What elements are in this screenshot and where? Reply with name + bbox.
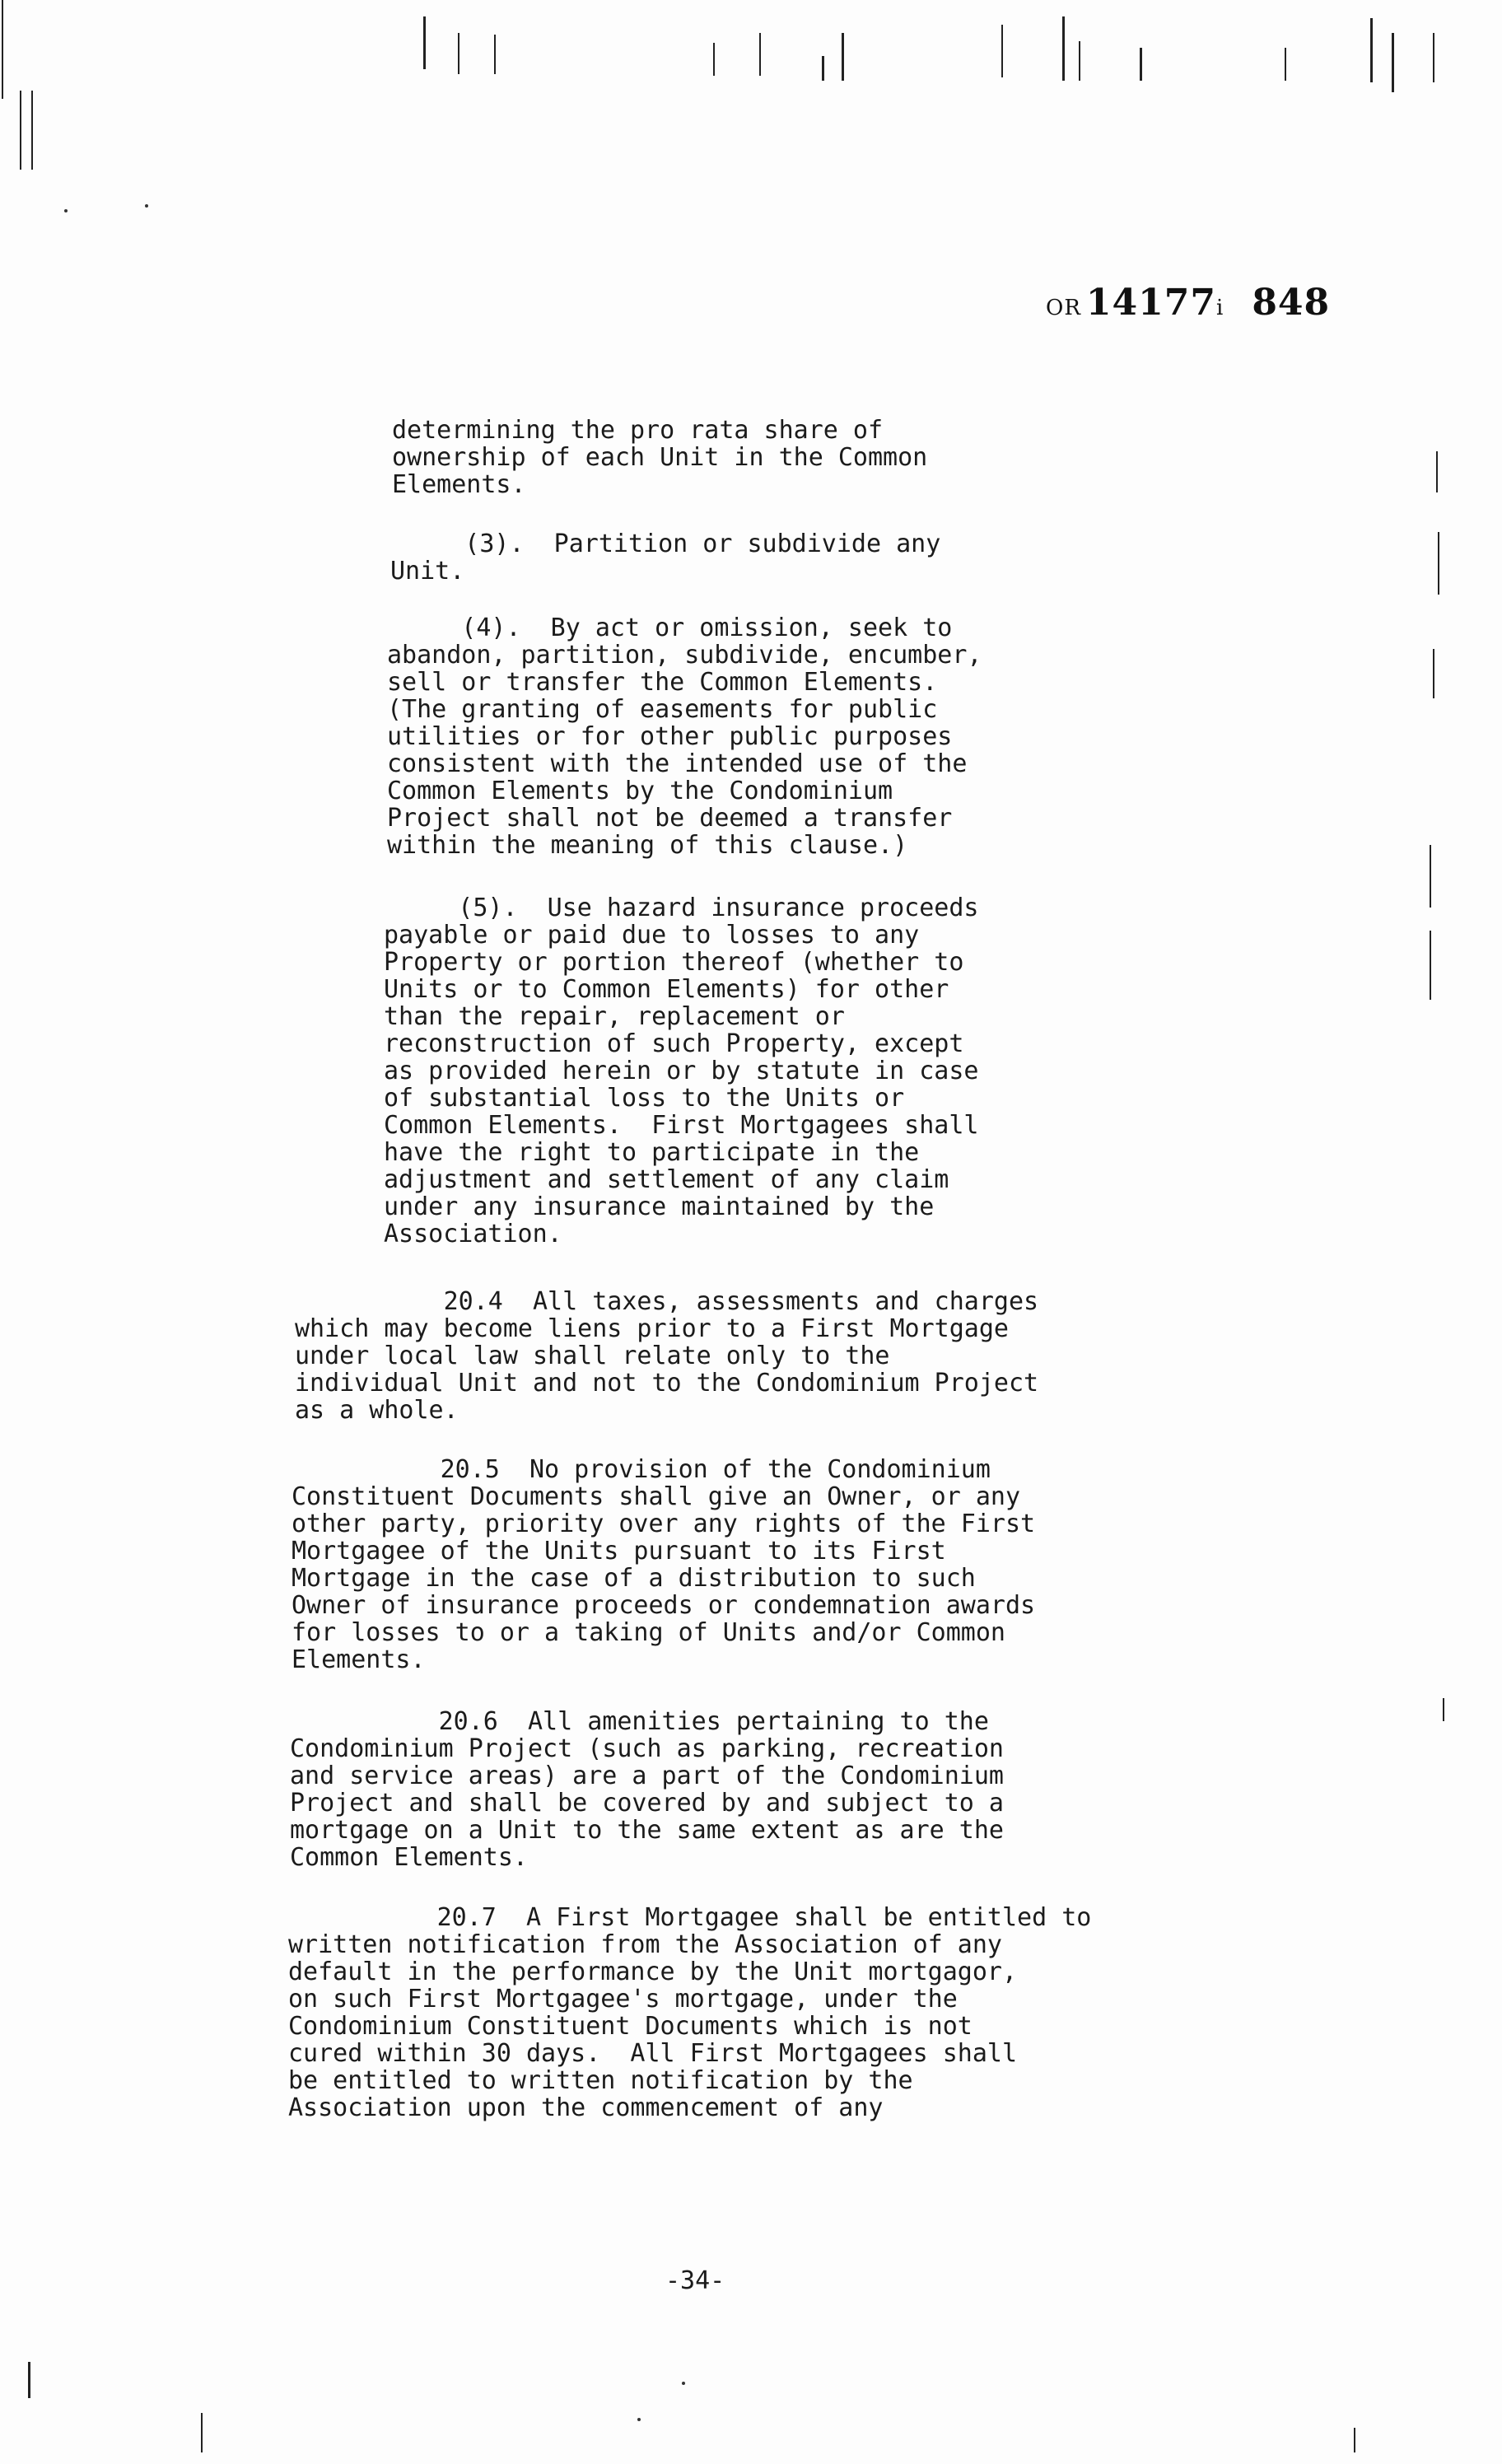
page-number: -34- xyxy=(665,2266,725,2295)
recording-stamp xyxy=(1046,282,1330,324)
paragraph-continuation: determining the pro rata share of ownership of each Unit in the Common Elements. xyxy=(392,416,928,499)
clause-5: (5). Use hazard insurance proceeds payable or paid due to losses to any Property or portion thereof (whether to Units or to Common Elements) for other than the repair, replacement or reconstruction of such Property, except as provided herein or by statute in case of substantial loss to the Units or Common Elements. First Mortgagees shall have the right to participate in the adjustment and settlement of any claim under any insurance maintained by the Association. xyxy=(384,894,979,1248)
recording-page-ref: 848 xyxy=(1252,282,1331,324)
section-20-5: 20.5 No provision of the Condominium Constituent Documents shall give an Owner, or any other party, priority over any rights of the First Mortgagee of the Units pursuant to its First Mortgage in the case of a distribution to such Owner of insurance proceeds or condemnation awards for losses to or a taking of Units and/or Common Elements. xyxy=(292,1455,1036,1674)
clause-3: (3). Partition or subdivide any Unit. xyxy=(390,530,941,586)
section-20-6: 20.6 All amenities pertaining to the Condominium Project (such as parking, recreation and service areas) are a part of the Condominium Project and shall be covered by and subject to a mortgage on a Unit to the same extent as are the Common Elements. xyxy=(290,1707,1004,1872)
recording-number: 14177 xyxy=(1085,282,1216,324)
recording-prefix: OR xyxy=(1046,296,1081,320)
section-20-7: 20.7 A First Mortgagee shall be entitled to written notification from the Association of any default in the performance by the Unit mortgagor, on such First Mortgagee's mortgage, under the Condominium Constituent Documents which is not cured within 30 days. All First Mortgagees shall be entitled to written notification by the Association upon the commencement of any xyxy=(288,1903,1092,2122)
clause-4: (4). By act or omission, seek to abandon, partition, subdivide, encumber, sell or transfer the Common Elements. (The granting of easements for public utilities or for other public purposes consistent with the intended use of the Common Elements by the Condominium Project shall not be deemed a transfer within the meaning of this clause.) xyxy=(387,614,982,860)
section-20-4: 20.4 All taxes, assessments and charges which may become liens prior to a First Mortgage under local law shall relate only to the individual Unit and not to the Condominium Project as a whole. xyxy=(295,1287,1039,1425)
recording-suffix: i xyxy=(1215,296,1224,320)
